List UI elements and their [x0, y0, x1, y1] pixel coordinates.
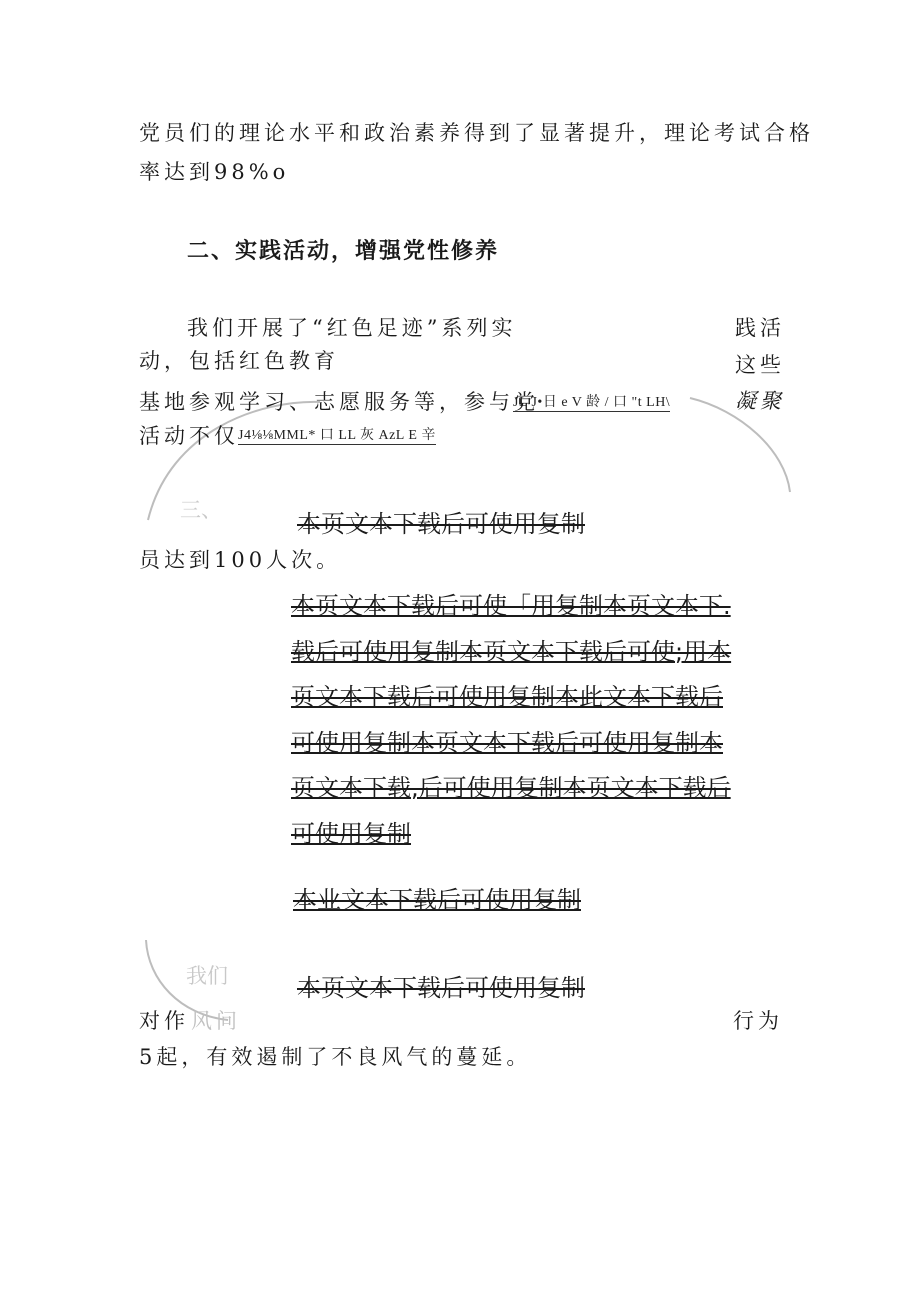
- paragraph-1-line-2: 率达到98%o: [139, 160, 290, 184]
- download-overlay-1: 本页文本下载后可使用复制: [297, 510, 585, 538]
- download-overlay-block: [291, 584, 786, 857]
- paragraph-2-line-1-right: 践活: [735, 316, 785, 340]
- decorative-arc-top: [0, 0, 920, 560]
- paragraph-4-line-2: 5起，有效遏制了不良风气的蔓延。: [139, 1045, 532, 1069]
- paragraph-2-line-3-left: 基地参观学习、志愿服务等，参与党: [139, 390, 539, 414]
- overlay-block-line-5: 页文本下载,后可使用复制本页文本下载后: [291, 774, 731, 802]
- paragraph-2-line-2-right: 这些: [735, 353, 785, 377]
- section-heading-2: 二、实践活动，增强党性修养: [187, 239, 500, 264]
- download-overlay-3: 本页文本下载后可使用复制: [297, 974, 585, 1002]
- paragraph-2-line-1-left: 我们开展了“红色足迹”系列实: [187, 316, 517, 340]
- overlay-block-line-4: 可使用复制本页文本下载后可使用复制本: [291, 728, 723, 757]
- faint-section-3-marker: 三、: [180, 498, 222, 522]
- paragraph-3-line-1: 员达到100人次。: [139, 548, 342, 572]
- paragraph-4-line-1-right: 行为: [733, 1009, 783, 1033]
- paragraph-2-line-4-left: 活动不仅: [139, 424, 239, 448]
- overlay-block-line-3: 页文本下载后可使用复制本此文本下载后: [291, 683, 723, 711]
- paragraph-2-line-2-left: 动，包括红色教育: [139, 349, 339, 373]
- paragraph-4-line-1-faint: 风问: [191, 1009, 241, 1033]
- faint-section-4-marker: 我们: [186, 964, 228, 988]
- paragraph-2-line-4-garbled: J4⅛⅛MML* 口 LL 灰 AzL E 辛: [238, 424, 436, 445]
- paragraph-2-line-3-garbled: JL J•日 e V 龄 / 口 "t LH\: [513, 391, 670, 412]
- download-overlay-2: 本业文本下载后可使用复制: [293, 886, 581, 914]
- overlay-block-line-1: 本页文本下载后可使「用复制本页文本下.: [291, 592, 731, 620]
- paragraph-4-line-1-left: 对作: [139, 1009, 189, 1033]
- overlay-block-line-6: 可使用复制: [291, 819, 411, 848]
- paragraph-1-line-1: 党员们的理论水平和政治素养得到了显著提升，理论考试合格: [139, 121, 814, 145]
- paragraph-2-line-3-right: 凝聚: [735, 389, 785, 413]
- overlay-block-line-2: 载后可使用复制本页文本下载后可使;用本: [291, 637, 732, 666]
